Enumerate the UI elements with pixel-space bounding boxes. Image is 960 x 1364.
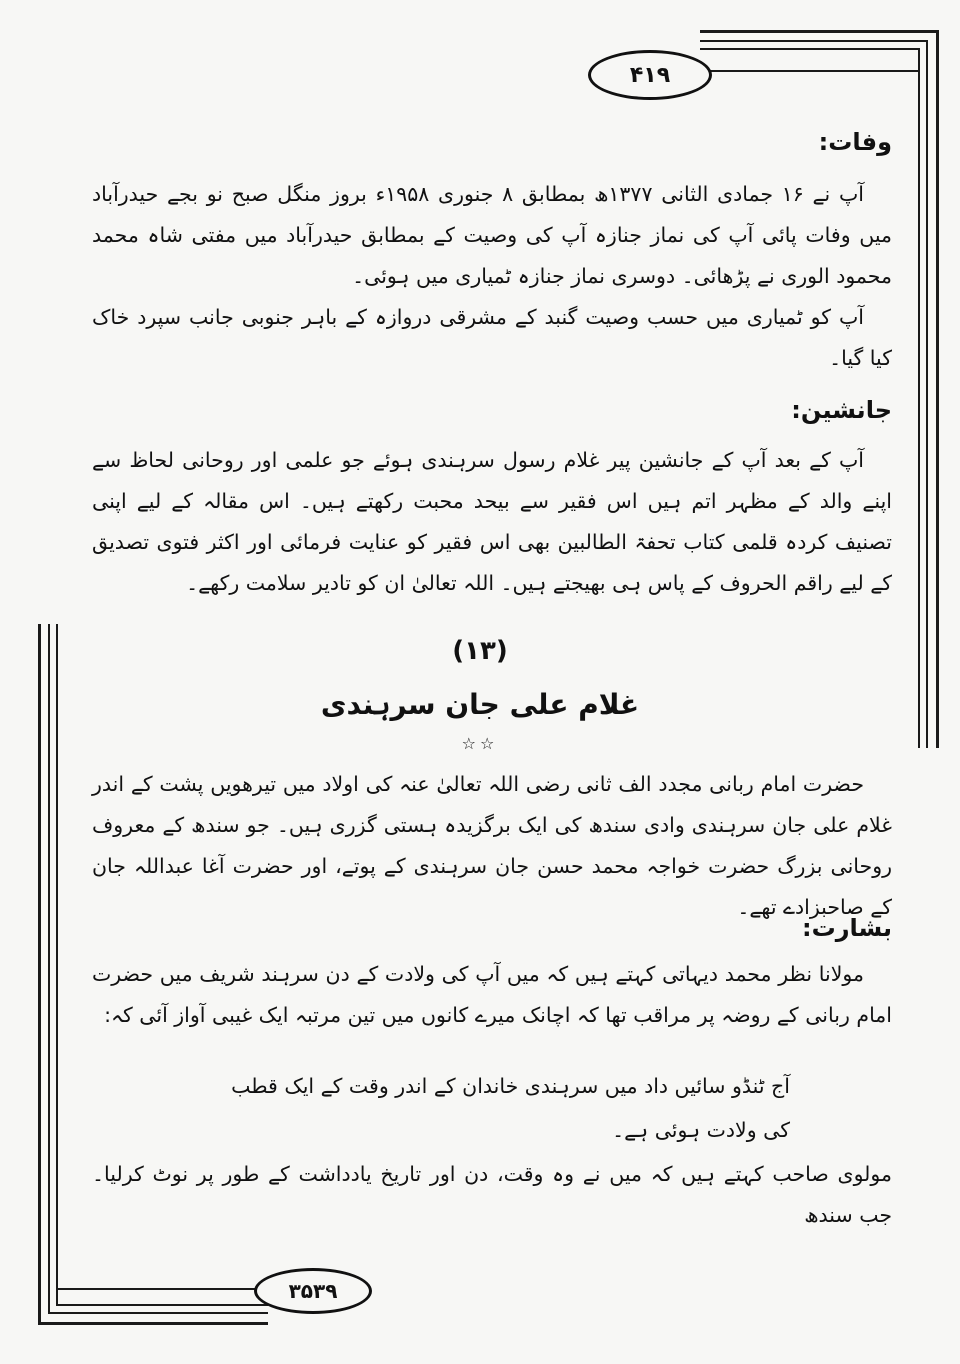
heading-janashin: جانشین: [791,396,892,424]
paragraph-basharat-2: مولوی صاحب کہتے ہیں کہ میں نے وہ وقت، دن اور تاریخ یادداشت کے طور پر نوٹ کرلیا۔ جب سندھ [92,1162,892,1227]
biography-number: (۱۳) [452,636,508,666]
paragraph-wafat-1: آپ نے ۱۶ جمادی الثانی ۱۳۷۷ھ بمطابق ۸ جنوری ۱۹۵۸ء بروز منگل صبح نو بجے حیدرآباد میں وفات پائی آپ کی نماز جنازہ آپ کی وصیت کے بمطابق حیدرآباد میں مفتی شاہ محمد محمود الوری نے پڑھائی۔ دوسری نماز جنازہ ٹمیاری میں ہوئی۔ [92,182,892,288]
quote-line-2: کی ولادت ہوئی ہے۔ [612,1118,790,1142]
frame-bottom-connector [56,1288,256,1290]
section-wafat [92,128,892,378]
heading-basharat: بشارت: [802,914,892,942]
frame-right-outer [936,30,939,748]
section-basharat [92,914,892,1027]
paragraph-biography: حضرت امام ربانی مجدد الف ثانی رضی اللہ تعالیٰ عنہ کی اولاد میں تیرھویں پشت کے اندر غلام علی جان سرہندی وادی سندھ کی ایک برگزیدہ ہستی گزری ہیں۔ جو سندھ کے معروف روحانی بزرگ حضرت خواجہ محمد حسن جان سرہندی کے پوتے، اور حضرت آغا عبداللہ جان کے صاحبزادے تھے۔ [92,772,892,919]
section-janashin [92,396,892,636]
paragraph-wafat-2: آپ کو ٹمیاری میں حسب وصیت گنبد کے مشرقی دروازہ کے باہر جنوبی جانب سپرد خاک کیا گیا۔ [92,305,892,370]
frame-top-outer [700,30,939,33]
quote-line-1: آج ٹنڈو سائیں داد میں سرہندی خاندان کے اندر وقت کے ایک قطب [231,1074,790,1098]
paragraph-janashin: آپ کے بعد آپ کے جانشین پیر غلام رسول سرہندی ہوئے جو علمی اور روحانی لحاظ سے اپنے والد کے مظہر اتم ہیں اس فقیر سے بیحد محبت رکھتے ہیں۔ اس مقالہ کے لیے اپنی تصنیف کردہ قلمی کتاب تحفۃ الطالبین بھی اس فقیر کو عنایت فرمائی اور اکثر فتوی تصدیق کے لیے راقم الحروف کے پاس ہی بھیجتے ہیں۔ اللہ تعالیٰ ان کو تادیر سلامت رکھے۔ [92,448,892,595]
frame-bottom-outer [38,1322,268,1325]
page-number-bottom: ۳۵۳۹ [254,1268,372,1314]
frame-left-outer [38,624,41,1324]
heading-wafat: وفات: [818,128,892,156]
page-number-top: ۴۱۹ [588,50,712,100]
frame-left-inner [56,624,58,1306]
frame-top-mid [700,40,928,42]
biography-title: غلام علی جان سرہندی [320,688,640,721]
frame-bottom-mid [48,1312,268,1314]
frame-right-mid [926,40,928,748]
paragraph-basharat-1: مولانا نظر محمد دیہاتی کہتے ہیں کہ میں آپ کی ولادت کے دن سرہند شریف میں حضرت امام ربانی کے روضہ پر مراقب تھا کہ اچانک میرے کانوں میں تین مرتبہ ایک غیبی آواز آئی کہ: [92,962,892,1027]
section-biography [92,764,892,919]
frame-right-inner [918,48,920,748]
frame-left-mid [48,624,50,1314]
section-closing [92,1154,892,1227]
frame-top-connector [700,70,920,72]
title-stars: ☆☆ [461,734,499,753]
frame-top-inner [700,48,920,50]
frame-bottom-inner [56,1304,268,1306]
